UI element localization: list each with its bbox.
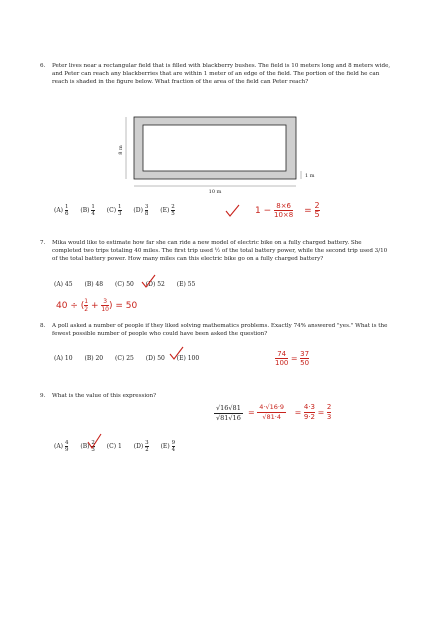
height-label: 8 m bbox=[118, 145, 124, 155]
choice-c[interactable]: (C) 50 bbox=[115, 281, 134, 288]
question-text: What is the value of this expression? bbox=[52, 393, 157, 399]
expression-numerator: √16√81 bbox=[216, 404, 241, 412]
choice-b[interactable]: (B) 20 bbox=[84, 355, 104, 362]
choice-a[interactable]: (A) $\frac{1}{6}$ bbox=[54, 204, 69, 217]
choice-b[interactable]: (B) 48 bbox=[84, 281, 104, 288]
check-mark-q6 bbox=[224, 203, 242, 219]
choice-c[interactable]: (C) 1 bbox=[106, 443, 122, 450]
check-mark-q8 bbox=[168, 345, 186, 361]
check-mark-q7 bbox=[140, 273, 158, 289]
border-label: 1 m bbox=[305, 173, 315, 179]
question-number: 9. bbox=[40, 393, 46, 399]
choice-e[interactable]: (E) 55 bbox=[176, 281, 196, 288]
choice-b[interactable]: (B) $\frac{1}{4}$ bbox=[80, 204, 95, 217]
question-text: A poll asked a number of people if they liked solving mathematics problems. Exactly 74% answered "yes." What is the fewest possible number of people who could have been asked the question? bbox=[52, 323, 388, 337]
handwritten-work-q6: 1 − $\frac{8\times 6}{10\times 8}$ = $\frac{2}{5}$ bbox=[255, 201, 320, 219]
question-8 bbox=[40, 322, 392, 338]
expression-denominator: √81√16 bbox=[216, 414, 241, 422]
question-7 bbox=[40, 239, 392, 263]
choice-c[interactable]: (C) $\frac{1}{3}$ bbox=[106, 204, 122, 217]
handwritten-work-q7: 40 ÷ ( $\frac{1}{2}$ + $\frac{3}{10}$ ) = 50 bbox=[56, 298, 138, 313]
choice-e[interactable]: (E) 100 bbox=[176, 355, 200, 362]
choice-d[interactable]: (D) 50 bbox=[145, 355, 165, 362]
choice-e[interactable]: (E) $\frac{9}{4}$ bbox=[160, 440, 176, 453]
question-9 bbox=[40, 392, 392, 400]
choice-d[interactable]: (D) $\frac{3}{2}$ bbox=[133, 440, 149, 453]
choice-d[interactable]: (D) 52 bbox=[145, 281, 165, 288]
choice-a[interactable]: (A) $\frac{4}{9}$ bbox=[54, 440, 69, 453]
choice-e[interactable]: (E) $\frac{2}{5}$ bbox=[160, 204, 175, 217]
choice-a[interactable]: (A) 10 bbox=[54, 355, 73, 362]
question-number: 8. bbox=[40, 323, 46, 329]
expression bbox=[214, 404, 243, 423]
choice-a[interactable]: (A) 45 bbox=[54, 281, 73, 288]
check-mark-q9 bbox=[86, 432, 104, 450]
choice-b[interactable]: (B) $\frac{2}{3}$ bbox=[80, 440, 95, 453]
question-number: 7. bbox=[40, 240, 46, 246]
answer-choices-q9 bbox=[54, 440, 185, 453]
answer-choices-q7 bbox=[54, 281, 205, 288]
choice-d[interactable]: (D) $\frac{3}{8}$ bbox=[133, 204, 149, 217]
answer-choices-q6 bbox=[54, 204, 185, 217]
handwritten-work-q8: $\frac{74}{100}$ = $\frac{37}{50}$ bbox=[275, 350, 310, 367]
question-number: 6. bbox=[40, 63, 46, 69]
question-text: Mika would like to estimate how far she can ride a new model of electric bike on a fully charged battery. She completed two trips totaling 40 miles. The first trip used ½ of the total battery power, while the second trip used 3/10 of the total battery power. How many miles can this electric bike go on a fully charged battery? bbox=[52, 240, 388, 262]
question-text: Peter lives near a rectangular field that is filled with blackberry bushes. The field is 10 meters long and 8 meters wide, and Peter can reach any blackberries that are within 1 meter of an edge of the field. The portion of the field he can reach is shaded in the figure below. What fraction of the area of the field can Peter reach? bbox=[52, 63, 391, 85]
choice-c[interactable]: (C) 25 bbox=[115, 355, 134, 362]
field-inner bbox=[143, 125, 286, 171]
width-label: 10 m bbox=[208, 189, 222, 195]
handwritten-work-q9: = $\frac{4\cdot√16\cdot 9}{√81\cdot 4}$ = $\frac{4\cdot 3}{9\cdot 2}$ = $\frac{2}{3}$ bbox=[248, 403, 332, 421]
